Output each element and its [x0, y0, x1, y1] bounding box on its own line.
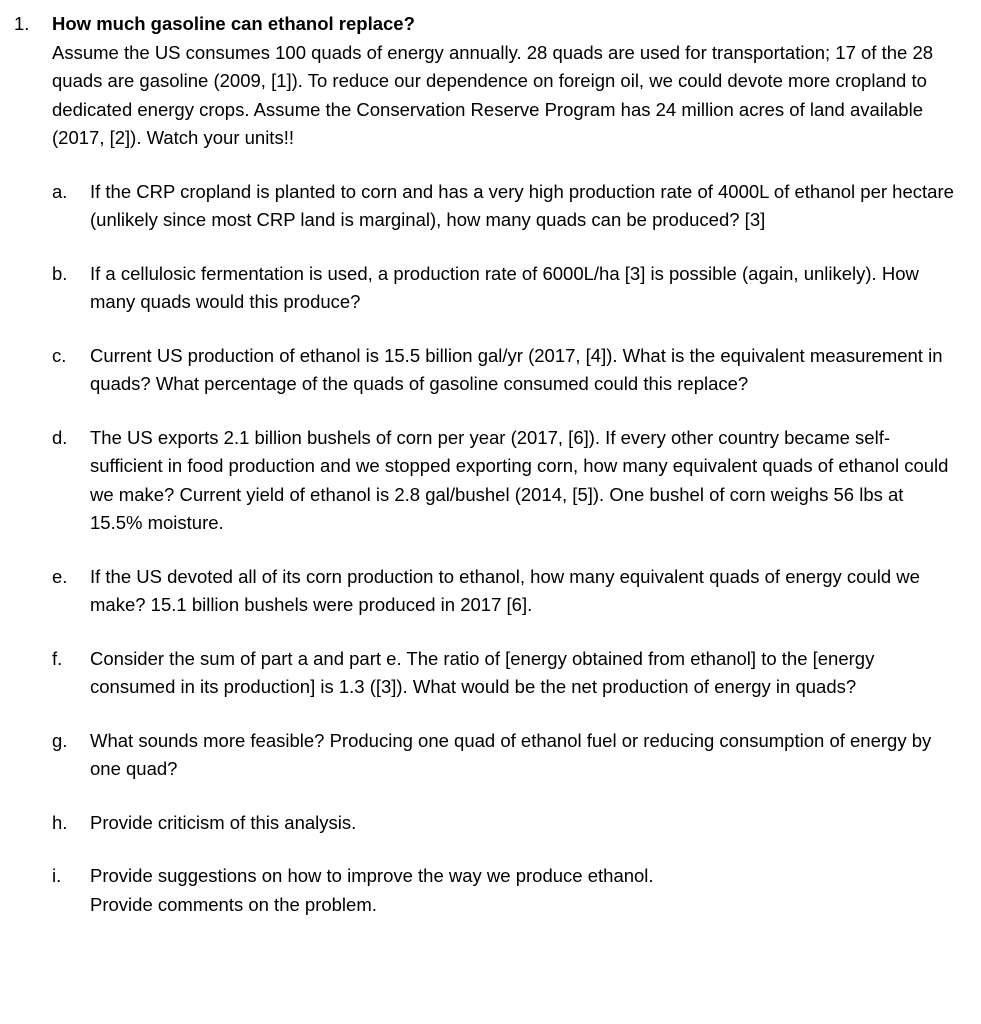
part-label: a.: [52, 180, 68, 202]
part-text: If a cellulosic fermentation is used, a production rate of 6000L/ha [3] is possible (again, unlikely). How many quads would this produce?: [90, 262, 919, 312]
part-d: [52, 424, 957, 538]
question-body: [52, 10, 957, 944]
part-label: h.: [52, 811, 68, 833]
part-label: f.: [52, 647, 63, 669]
question-1: [14, 10, 957, 944]
part-label: c.: [52, 344, 67, 366]
question-intro: Assume the US consumes 100 quads of energy annually. 28 quads are used for transportation; 17 of the 28 quads are gasoline (2009, [1]). To reduce our dependence on foreign oil, we could devote more cropland to dedicated energy crops. Assume the Conservation Reserve Program has 24 million acres of land available (2017, [2]). Watch your units!!: [52, 41, 934, 148]
part-c: [52, 342, 957, 399]
part-label: e.: [52, 565, 68, 587]
part-g: [52, 727, 957, 784]
part-label: d.: [52, 426, 68, 448]
part-h: [52, 809, 957, 838]
part-i: [52, 862, 957, 919]
question-title: How much gasoline can ethanol replace?: [52, 13, 415, 34]
part-text-extra: Provide comments on the problem.: [90, 893, 377, 915]
part-label: b.: [52, 262, 68, 284]
part-f: [52, 645, 957, 702]
part-label: g.: [52, 729, 68, 751]
part-label: i.: [52, 865, 62, 886]
part-text: Provide criticism of this analysis.: [90, 811, 357, 833]
part-text-main: Provide suggestions on how to improve the way we produce ethanol.: [90, 865, 654, 886]
part-text: What sounds more feasible? Producing one quad of ethanol fuel or reducing consumption of energy by one quad?: [90, 729, 932, 779]
part-e: [52, 563, 957, 620]
part-text: The US exports 2.1 billion bushels of corn per year (2017, [6]). If every other country became self-sufficient in food production and we stopped exporting corn, how many equivalent quads of ethanol could we make? Current yield of ethanol is 2.8 gal/bushel (2014, [5]). One bushel of corn weighs 56 lbs at 15.5% moisture.: [90, 426, 949, 533]
part-b: [52, 260, 957, 317]
part-text: If the CRP cropland is planted to corn and has a very high production rate of 4000L of ethanol per hectare (unlikely since most CRP land is marginal), how many quads can be produced? [3]: [90, 180, 954, 230]
part-text: If the US devoted all of its corn production to ethanol, how many equivalent quads of energy could we make? 15.1 billion bushels were produced in 2017 [6].: [90, 565, 920, 615]
part-text: Consider the sum of part a and part e. The ratio of [energy obtained from ethanol] to the [energy consumed in its production] is 1.3 ([3]). What would be the net production of energy in quads?: [90, 647, 875, 697]
part-text: Current US production of ethanol is 15.5 billion gal/yr (2017, [4]). What is the equivalent measurement in quads? What percentage of the quads of gasoline consumed could this replace?: [90, 344, 943, 394]
part-text: [90, 862, 957, 919]
question-parts-list: [52, 178, 957, 920]
part-a: [52, 178, 957, 235]
question-number: 1.: [14, 13, 30, 34]
